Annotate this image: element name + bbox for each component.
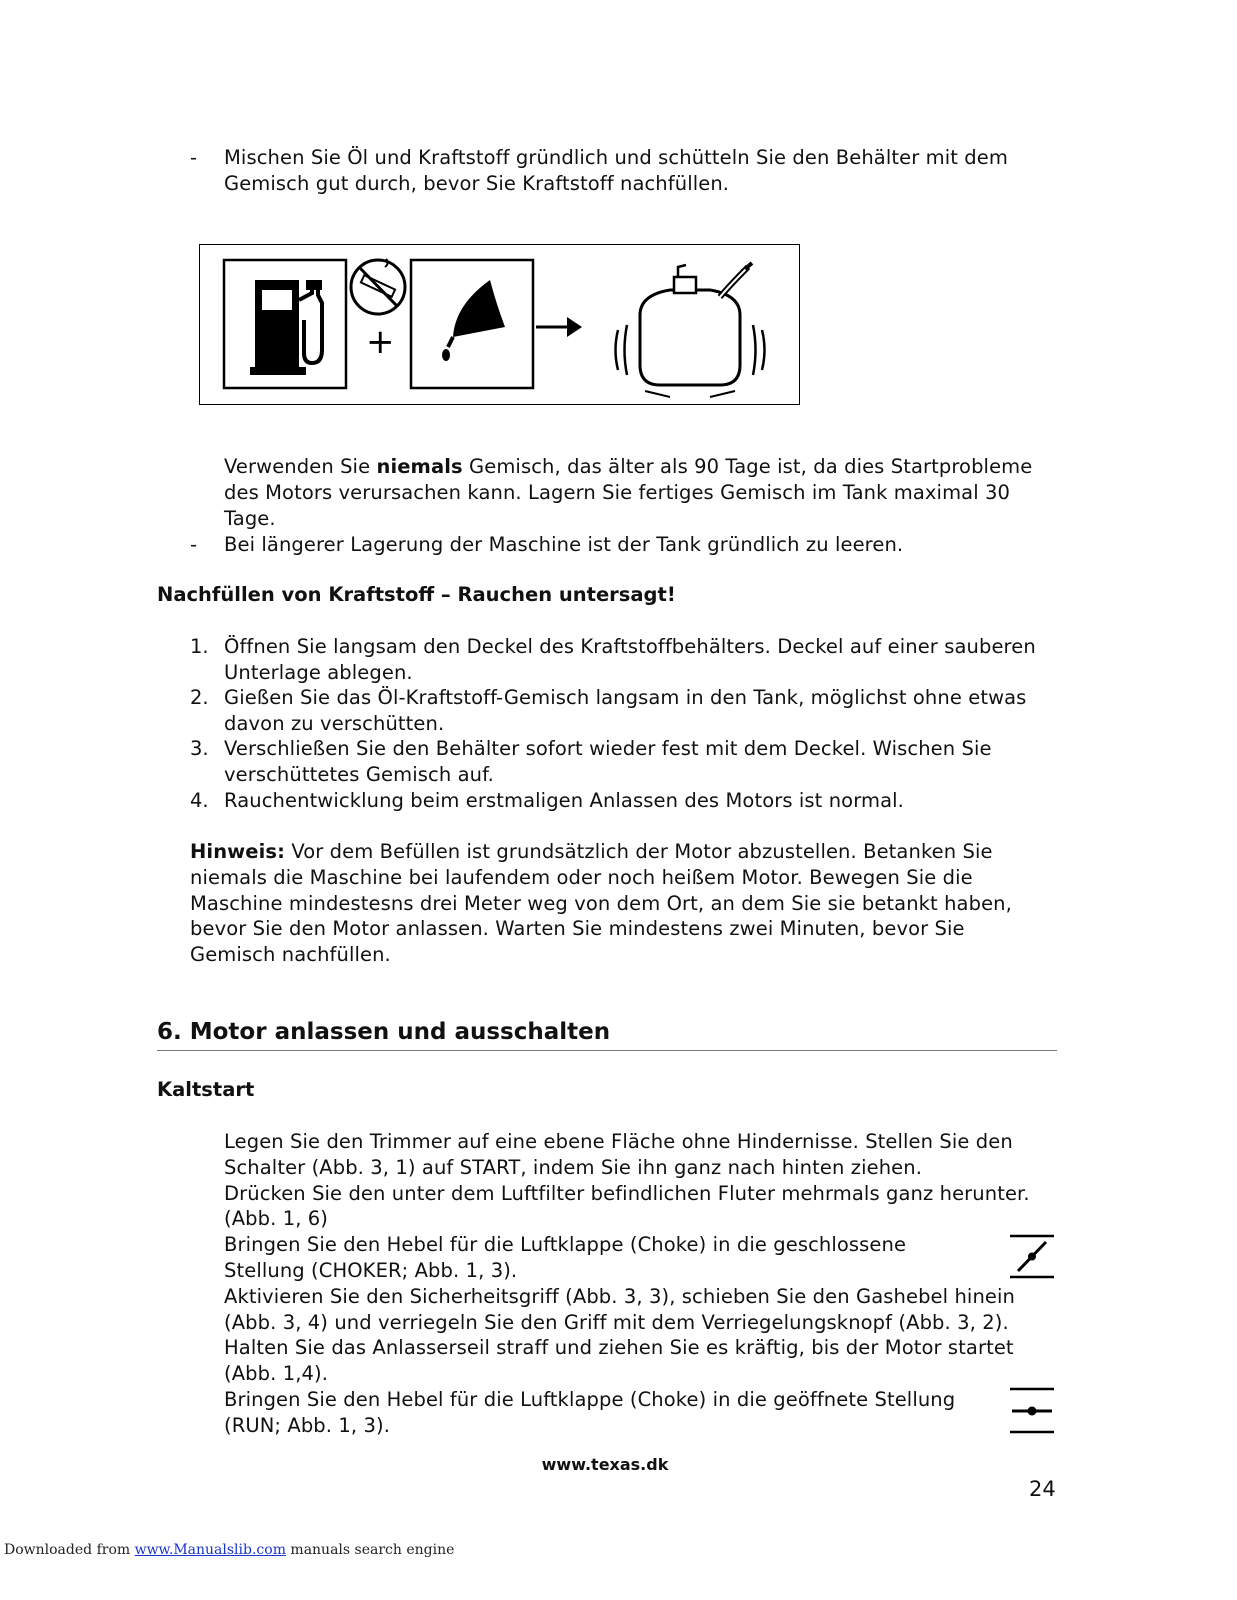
intro-line-1: Mischen Sie Öl und Kraftstoff gründlich und schütteln Sie den Behälter mit dem: [224, 146, 1008, 169]
cold-start-paragraph: [224, 1129, 1030, 1439]
step-text: [224, 736, 992, 788]
warning-pre: Verwenden Sie: [224, 455, 377, 478]
step-4-line-1: Rauchentwicklung beim erstmaligen Anlassen des Motors ist normal.: [224, 789, 904, 812]
intro-paragraph: [224, 145, 1008, 197]
note-line-4: bevor Sie den Motor anlassen. Warten Sie mindestens zwei Minuten, bevor Sie: [190, 917, 965, 941]
section-heading: 6. Motor anlassen und ausschalten: [157, 1019, 611, 1045]
plus-icon: +: [366, 322, 395, 362]
intro-line-2: Gemisch gut durch, bevor Sie Kraftstoff nachfüllen.: [224, 171, 730, 195]
page-number: 24: [1029, 1477, 1056, 1501]
step-text: [224, 788, 904, 814]
cold-start-line: (RUN; Abb. 1, 3).: [224, 1413, 390, 1437]
warning-line-2: des Motors verursachen kann. Lagern Sie fertiges Gemisch im Tank maximal 30: [224, 480, 1011, 504]
cold-start-line: (Abb. 3, 4) und verriegeln Sie den Griff mit dem Verriegelungsknopf (Abb. 3, 2).: [224, 1310, 1009, 1334]
note-line-1: [190, 839, 1012, 865]
step-3-line-1: Verschließen Sie den Behälter sofort wieder fest mit dem Deckel. Wischen Sie: [224, 737, 992, 760]
storage-bullet: Bei längerer Lagerung der Maschine ist der Tank gründlich zu leeren.: [224, 533, 904, 556]
step-number: 3.: [190, 737, 209, 760]
bullet-dash: -: [190, 146, 198, 169]
cold-start-line: Stellung (CHOKER; Abb. 1, 3).: [224, 1258, 518, 1282]
choke-closed-icon: [1008, 1233, 1056, 1281]
note-label: Hinweis:: [190, 840, 286, 863]
step-2-line-1: Gießen Sie das Öl-Kraftstoff-Gemisch langsam in den Tank, möglichst ohne etwas: [224, 686, 1027, 709]
source-suffix: manuals search engine: [285, 1542, 455, 1558]
cold-start-heading: Kaltstart: [157, 1078, 255, 1101]
cold-start-line: Bringen Sie den Hebel für die Luftklappe (Choke) in die geschlossene: [224, 1233, 907, 1257]
cold-start-line: Bringen Sie den Hebel für die Luftklappe (Choke) in die geöffnete Stellung: [224, 1387, 956, 1411]
manualslib-link[interactable]: www.Manualslib.com: [134, 1542, 286, 1558]
step-number: 2.: [190, 686, 209, 709]
step-number: 4.: [190, 789, 209, 812]
arrow-right-icon: [536, 317, 582, 337]
oil-funnel-icon: [442, 280, 505, 361]
cold-start-line: Schalter (Abb. 3, 1) auf START, indem Sie ihn ganz nach hinten ziehen.: [224, 1155, 923, 1179]
cold-start-line: (Abb. 1, 6): [224, 1207, 329, 1231]
step-1-line-2: Unterlage ablegen.: [224, 660, 413, 684]
cold-start-line: Aktivieren Sie den Sicherheitsgriff (Abb. 3, 3), schieben Sie den Gashebel hinein: [224, 1284, 1015, 1308]
warning-post: Gemisch, das älter als 90 Tage ist, da dies Startprobleme: [462, 455, 1033, 478]
step-text: [224, 634, 1036, 686]
note-line-5: Gemisch nachfüllen.: [190, 943, 391, 967]
warning-line-1: [224, 454, 1032, 480]
fuel-pump-icon: [250, 280, 322, 375]
note-line-3: Maschine mindestesns drei Meter weg von dem Ort, an dem Sie sie betankt haben,: [190, 891, 1012, 915]
cold-start-line: (Abb. 1,4).: [224, 1362, 329, 1386]
no-smoking-icon: [351, 259, 405, 314]
step-text: [224, 685, 1026, 737]
cold-start-line: Halten Sie das Anlasserseil straff und ziehen Sie es kräftig, bis der Motor startet: [224, 1336, 1014, 1360]
warning-line-3: Tage.: [224, 506, 276, 530]
note-line-2: niemals die Maschine bei laufendem oder noch heißem Motor. Bewegen Sie die: [190, 865, 973, 889]
footer-website: www.texas.dk: [541, 1455, 669, 1474]
warning-emphasis: niemals: [376, 455, 463, 478]
step-1-line-1: Öffnen Sie langsam den Deckel des Kraftstoffbehälters. Deckel auf einer sauberen: [224, 635, 1036, 658]
fuel-canister-shake-icon: [616, 263, 765, 397]
bullet-dash: -: [190, 533, 198, 556]
warning-paragraph: [224, 454, 1032, 531]
step-number: 1.: [190, 635, 209, 658]
source-prefix: Downloaded from: [4, 1542, 135, 1558]
section-divider: [157, 1050, 1057, 1051]
note-paragraph: [190, 839, 1012, 968]
cold-start-line: Legen Sie den Trimmer auf eine ebene Fläche ohne Hindernisse. Stellen Sie den: [224, 1130, 1013, 1153]
note-text: Vor dem Befüllen ist grundsätzlich der Motor abzustellen. Betanken Sie: [285, 840, 993, 863]
choke-open-icon: [1008, 1386, 1056, 1436]
fuel-mixing-figure: [199, 244, 800, 405]
download-source-note: [4, 1542, 454, 1558]
refuel-heading: Nachfüllen von Kraftstoff – Rauchen untersagt!: [157, 583, 676, 606]
step-2-line-2: davon zu verschütten.: [224, 711, 445, 735]
step-3-line-2: verschüttetes Gemisch auf.: [224, 762, 494, 786]
cold-start-line: Drücken Sie den unter dem Luftfilter befindlichen Fluter mehrmals ganz herunter.: [224, 1181, 1030, 1205]
